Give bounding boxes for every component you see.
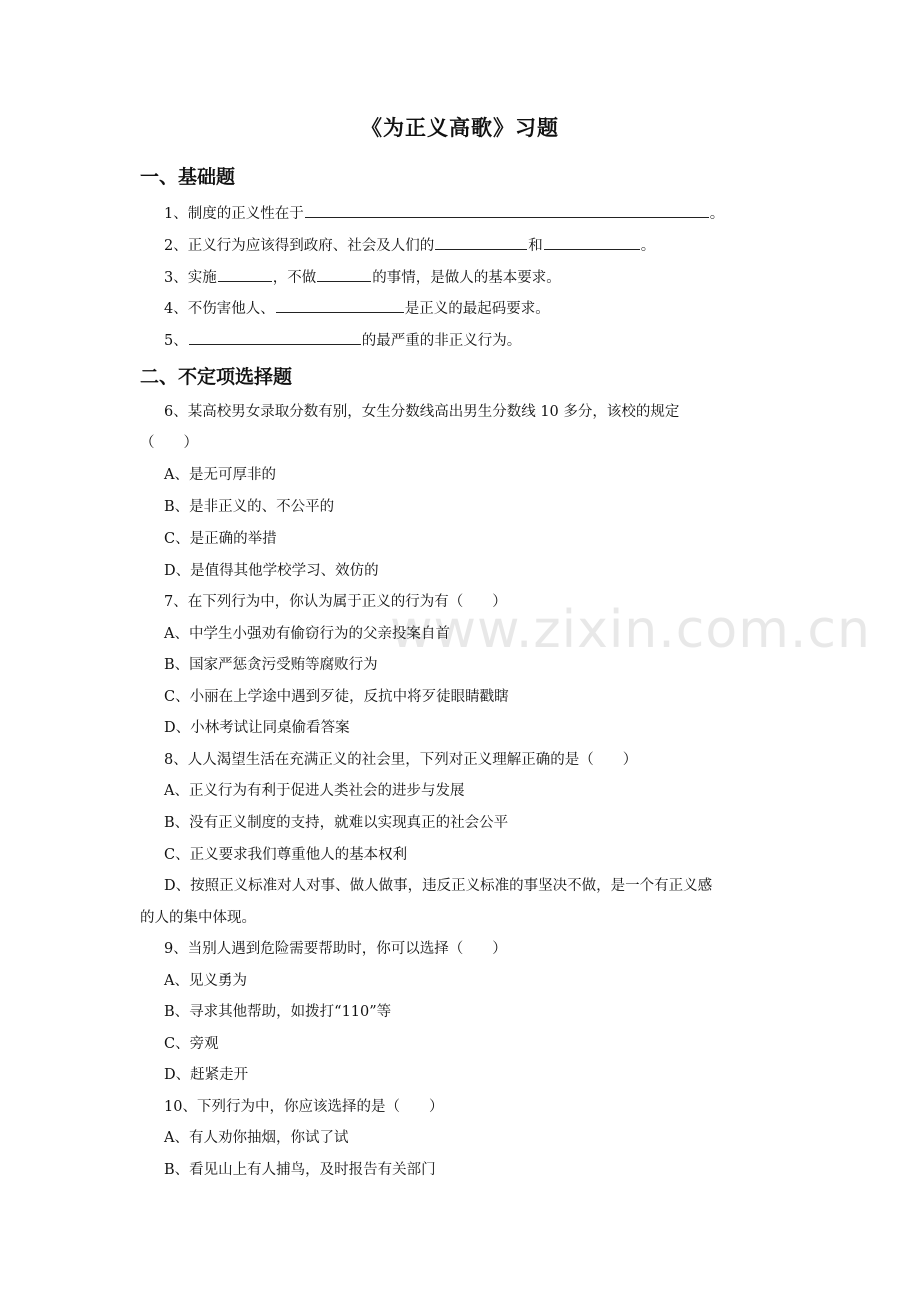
question-4-text: 4、不伤害他人、	[164, 301, 275, 317]
question-4	[164, 297, 550, 319]
question-2	[164, 234, 655, 256]
option-b[interactable]: B、国家严惩贪污受贿等腐败行为	[164, 657, 378, 673]
option-c[interactable]: C、是正确的举措	[164, 531, 277, 547]
option-c[interactable]: C、小丽在上学途中遇到歹徒，反抗中将歹徒眼睛戳瞎	[164, 689, 509, 705]
option-a[interactable]: A、是无可厚非的	[164, 467, 276, 483]
question-8-stem: 8、人人渴望生活在充满正义的社会里，下列对正义理解正确的是（ ）	[164, 752, 638, 768]
option-d[interactable]: D、是值得其他学校学习、效仿的	[164, 563, 379, 579]
option-b[interactable]: B、没有正义制度的支持，就难以实现真正的社会公平	[164, 815, 509, 831]
question-5-text: 5、	[164, 333, 188, 349]
answer-blank[interactable]	[317, 266, 371, 282]
option-a[interactable]: A、见义勇为	[164, 973, 247, 989]
question-1-text: 1、制度的正义性在于	[164, 206, 304, 222]
question-9-stem: 9、当别人遇到危险需要帮助时，你可以选择（ ）	[164, 941, 507, 957]
question-3-mid: ，不做	[272, 270, 317, 286]
question-4-end: 是正义的最起码要求。	[404, 301, 550, 317]
section-heading-choice: 二、不定项选择题	[140, 366, 293, 388]
question-3-end: 的事情，是做人的基本要求。	[372, 270, 561, 286]
answer-blank[interactable]	[218, 266, 272, 282]
option-a[interactable]: A、中学生小强劝有偷窃行为的父亲投案自首	[164, 626, 450, 642]
option-b[interactable]: B、寻求其他帮助，如拨打“110”等	[164, 1004, 392, 1020]
question-6-stem-cont: （ ）	[140, 435, 198, 451]
answer-blank[interactable]	[544, 234, 640, 250]
option-d[interactable]: D、赶紧走开	[164, 1067, 249, 1083]
section-heading-basic: 一、基础题	[140, 166, 236, 188]
option-a[interactable]: A、正义行为有利于促进人类社会的进步与发展	[164, 783, 465, 799]
page-title: 《为正义高歌》习题	[361, 116, 559, 140]
option-c[interactable]: C、旁观	[164, 1036, 219, 1052]
option-d-cont: 的人的集中体现。	[140, 910, 256, 926]
option-d[interactable]: D、按照正义标准对人对事、做人做事，违反正义标准的事坚决不做，是一个有正义感	[164, 878, 713, 894]
question-2-end: 。	[640, 238, 656, 254]
answer-blank[interactable]	[435, 234, 527, 250]
question-5	[164, 329, 521, 351]
answer-blank[interactable]	[276, 297, 404, 313]
question-2-text: 2、正义行为应该得到政府、社会及人们的	[164, 238, 435, 254]
option-d[interactable]: D、小林考试让同桌偷看答案	[164, 720, 350, 736]
watermark: www.zixin.com.cn	[390, 600, 871, 660]
question-6-stem: 6、某高校男女录取分数有别，女生分数线高出男生分数线 10 多分，该校的规定	[164, 404, 680, 420]
option-a[interactable]: A、有人劝你抽烟，你试了试	[164, 1130, 349, 1146]
question-2-mid: 和	[528, 238, 543, 254]
answer-blank[interactable]	[189, 329, 361, 345]
question-10-stem: 10、下列行为中，你应该选择的是（ ）	[164, 1099, 444, 1115]
answer-blank[interactable]	[305, 202, 709, 218]
question-7-stem: 7、在下列行为中，你认为属于正义的行为有（ ）	[164, 594, 507, 610]
question-3	[164, 266, 561, 288]
question-3-text: 3、实施	[164, 270, 217, 286]
question-1-end: 。	[709, 206, 725, 222]
option-b[interactable]: B、是非正义的、不公平的	[164, 499, 335, 515]
question-5-end: 的最严重的非正义行为。	[361, 333, 522, 349]
option-c[interactable]: C、正义要求我们尊重他人的基本权利	[164, 847, 408, 863]
option-b[interactable]: B、看见山上有人捕鸟，及时报告有关部门	[164, 1162, 436, 1178]
question-1	[164, 202, 724, 224]
